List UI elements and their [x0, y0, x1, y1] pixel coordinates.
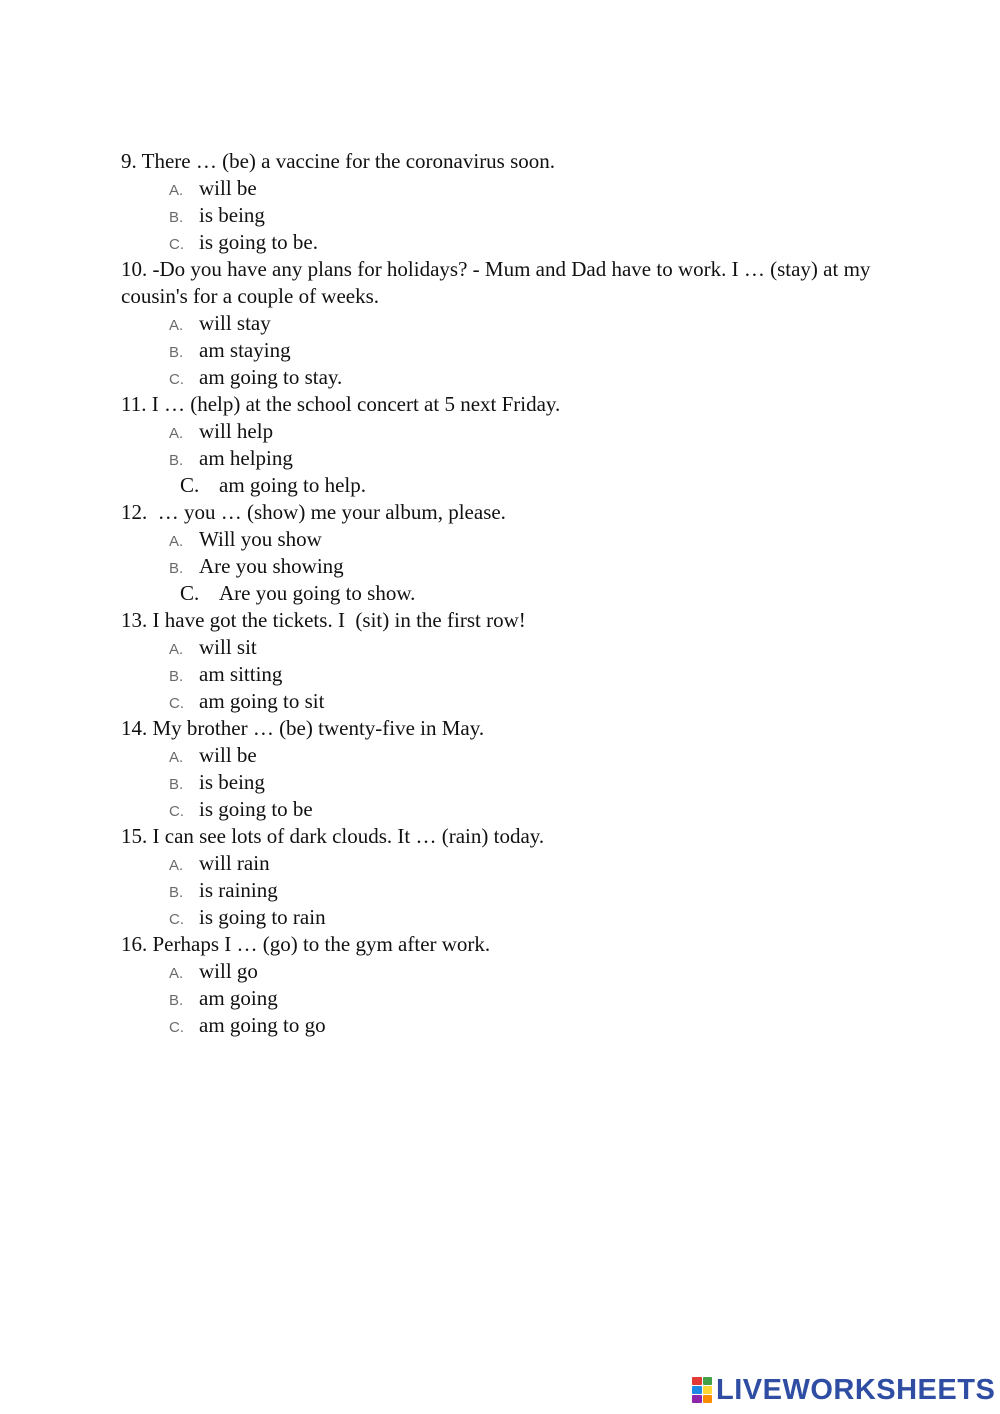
option-c[interactable]	[121, 364, 881, 391]
option-text: is going to be	[199, 797, 313, 821]
option-b[interactable]	[121, 769, 881, 796]
option-letter: C.	[169, 1019, 184, 1036]
option-text: will stay	[199, 311, 271, 335]
option-letter: C.	[169, 371, 184, 388]
options-list	[121, 526, 881, 607]
option-b[interactable]	[121, 985, 881, 1012]
options-list	[121, 310, 881, 391]
worksheet	[121, 148, 881, 1039]
question-13	[121, 607, 881, 715]
option-text: is going to be.	[199, 230, 318, 254]
question-text: 16. Perhaps I … (go) to the gym after work.	[121, 932, 491, 956]
question-text: 12. … you … (show) me your album, please.	[121, 500, 506, 524]
question-text: 10. -Do you have any plans for holidays? - Mum and Dad have to work. I … (stay) at my cousin's for a couple of weeks.	[121, 257, 871, 308]
option-letter: B.	[169, 884, 184, 901]
option-letter: C.	[169, 911, 184, 928]
option-letter: C.	[169, 695, 184, 712]
option-text: is raining	[199, 878, 278, 902]
option-a[interactable]	[121, 850, 881, 877]
option-b[interactable]	[121, 202, 881, 229]
option-text: will be	[199, 176, 257, 200]
option-letter: B.	[169, 344, 184, 361]
option-text: am going to help.	[219, 473, 366, 497]
option-letter: A.	[169, 749, 184, 766]
option-text: will be	[199, 743, 257, 767]
options-list	[121, 175, 881, 256]
options-list	[121, 418, 881, 499]
options-list	[121, 850, 881, 931]
brand-name: LIVEWORKSHEETS	[716, 1374, 996, 1406]
option-letter: A.	[169, 533, 184, 550]
option-b[interactable]	[121, 661, 881, 688]
option-b[interactable]	[121, 877, 881, 904]
option-a[interactable]	[121, 742, 881, 769]
option-text: Are you showing	[199, 554, 344, 578]
option-a[interactable]	[121, 958, 881, 985]
option-text: am sitting	[199, 662, 283, 686]
question-12	[121, 499, 881, 607]
option-text: will rain	[199, 851, 270, 875]
option-letter: B.	[169, 452, 184, 469]
option-b[interactable]	[121, 445, 881, 472]
option-c[interactable]	[121, 796, 881, 823]
option-a[interactable]	[121, 526, 881, 553]
option-c[interactable]	[121, 472, 881, 499]
option-text: am staying	[199, 338, 291, 362]
options-list	[121, 742, 881, 823]
option-text: is going to rain	[199, 905, 326, 929]
option-c[interactable]	[121, 580, 881, 607]
option-text: is being	[199, 770, 265, 794]
liveworksheets-logo-icon	[692, 1377, 712, 1403]
question-text: 15. I can see lots of dark clouds. It … (rain) today.	[121, 824, 545, 848]
option-text: will go	[199, 959, 258, 983]
question-14	[121, 715, 881, 823]
option-letter: C.	[169, 803, 184, 820]
option-text: will sit	[199, 635, 257, 659]
option-letter: C.	[180, 581, 200, 605]
option-a[interactable]	[121, 175, 881, 202]
option-a[interactable]	[121, 634, 881, 661]
question-9	[121, 148, 881, 256]
option-c[interactable]	[121, 1012, 881, 1039]
question-text: 11. I … (help) at the school concert at 5 next Friday.	[121, 392, 561, 416]
option-text: am going to sit	[199, 689, 325, 713]
option-letter: B.	[169, 776, 184, 793]
option-letter: B.	[169, 560, 184, 577]
option-c[interactable]	[121, 688, 881, 715]
option-c[interactable]	[121, 229, 881, 256]
options-list	[121, 634, 881, 715]
option-c[interactable]	[121, 904, 881, 931]
option-text: will help	[199, 419, 274, 443]
question-text: 13. I have got the tickets. I (sit) in the first row!	[121, 608, 526, 632]
option-text: Will you show	[199, 527, 322, 551]
option-a[interactable]	[121, 418, 881, 445]
option-text: Are you going to show.	[219, 581, 416, 605]
option-letter: A.	[169, 965, 184, 982]
question-15	[121, 823, 881, 931]
option-letter: A.	[169, 857, 184, 874]
liveworksheets-brand	[692, 1374, 995, 1406]
option-text: am going	[199, 986, 278, 1010]
options-list	[121, 958, 881, 1039]
question-16	[121, 931, 881, 1039]
option-text: am going to go	[199, 1013, 326, 1037]
option-b[interactable]	[121, 337, 881, 364]
option-b[interactable]	[121, 553, 881, 580]
question-11	[121, 391, 881, 499]
option-letter: A.	[169, 182, 184, 199]
option-letter: B.	[169, 992, 184, 1009]
question-text: 9. There … (be) a vaccine for the coronavirus soon.	[121, 149, 556, 173]
question-10	[121, 256, 881, 391]
option-letter: A.	[169, 425, 184, 442]
option-a[interactable]	[121, 310, 881, 337]
option-text: am going to stay.	[199, 365, 343, 389]
option-text: am helping	[199, 446, 293, 470]
question-text: 14. My brother … (be) twenty-five in May.	[121, 716, 485, 740]
option-letter: B.	[169, 668, 184, 685]
option-letter: C.	[169, 236, 184, 253]
option-letter: A.	[169, 641, 184, 658]
option-letter: B.	[169, 209, 184, 226]
option-letter: A.	[169, 317, 184, 334]
option-letter: C.	[180, 473, 200, 497]
option-text: is being	[199, 203, 265, 227]
